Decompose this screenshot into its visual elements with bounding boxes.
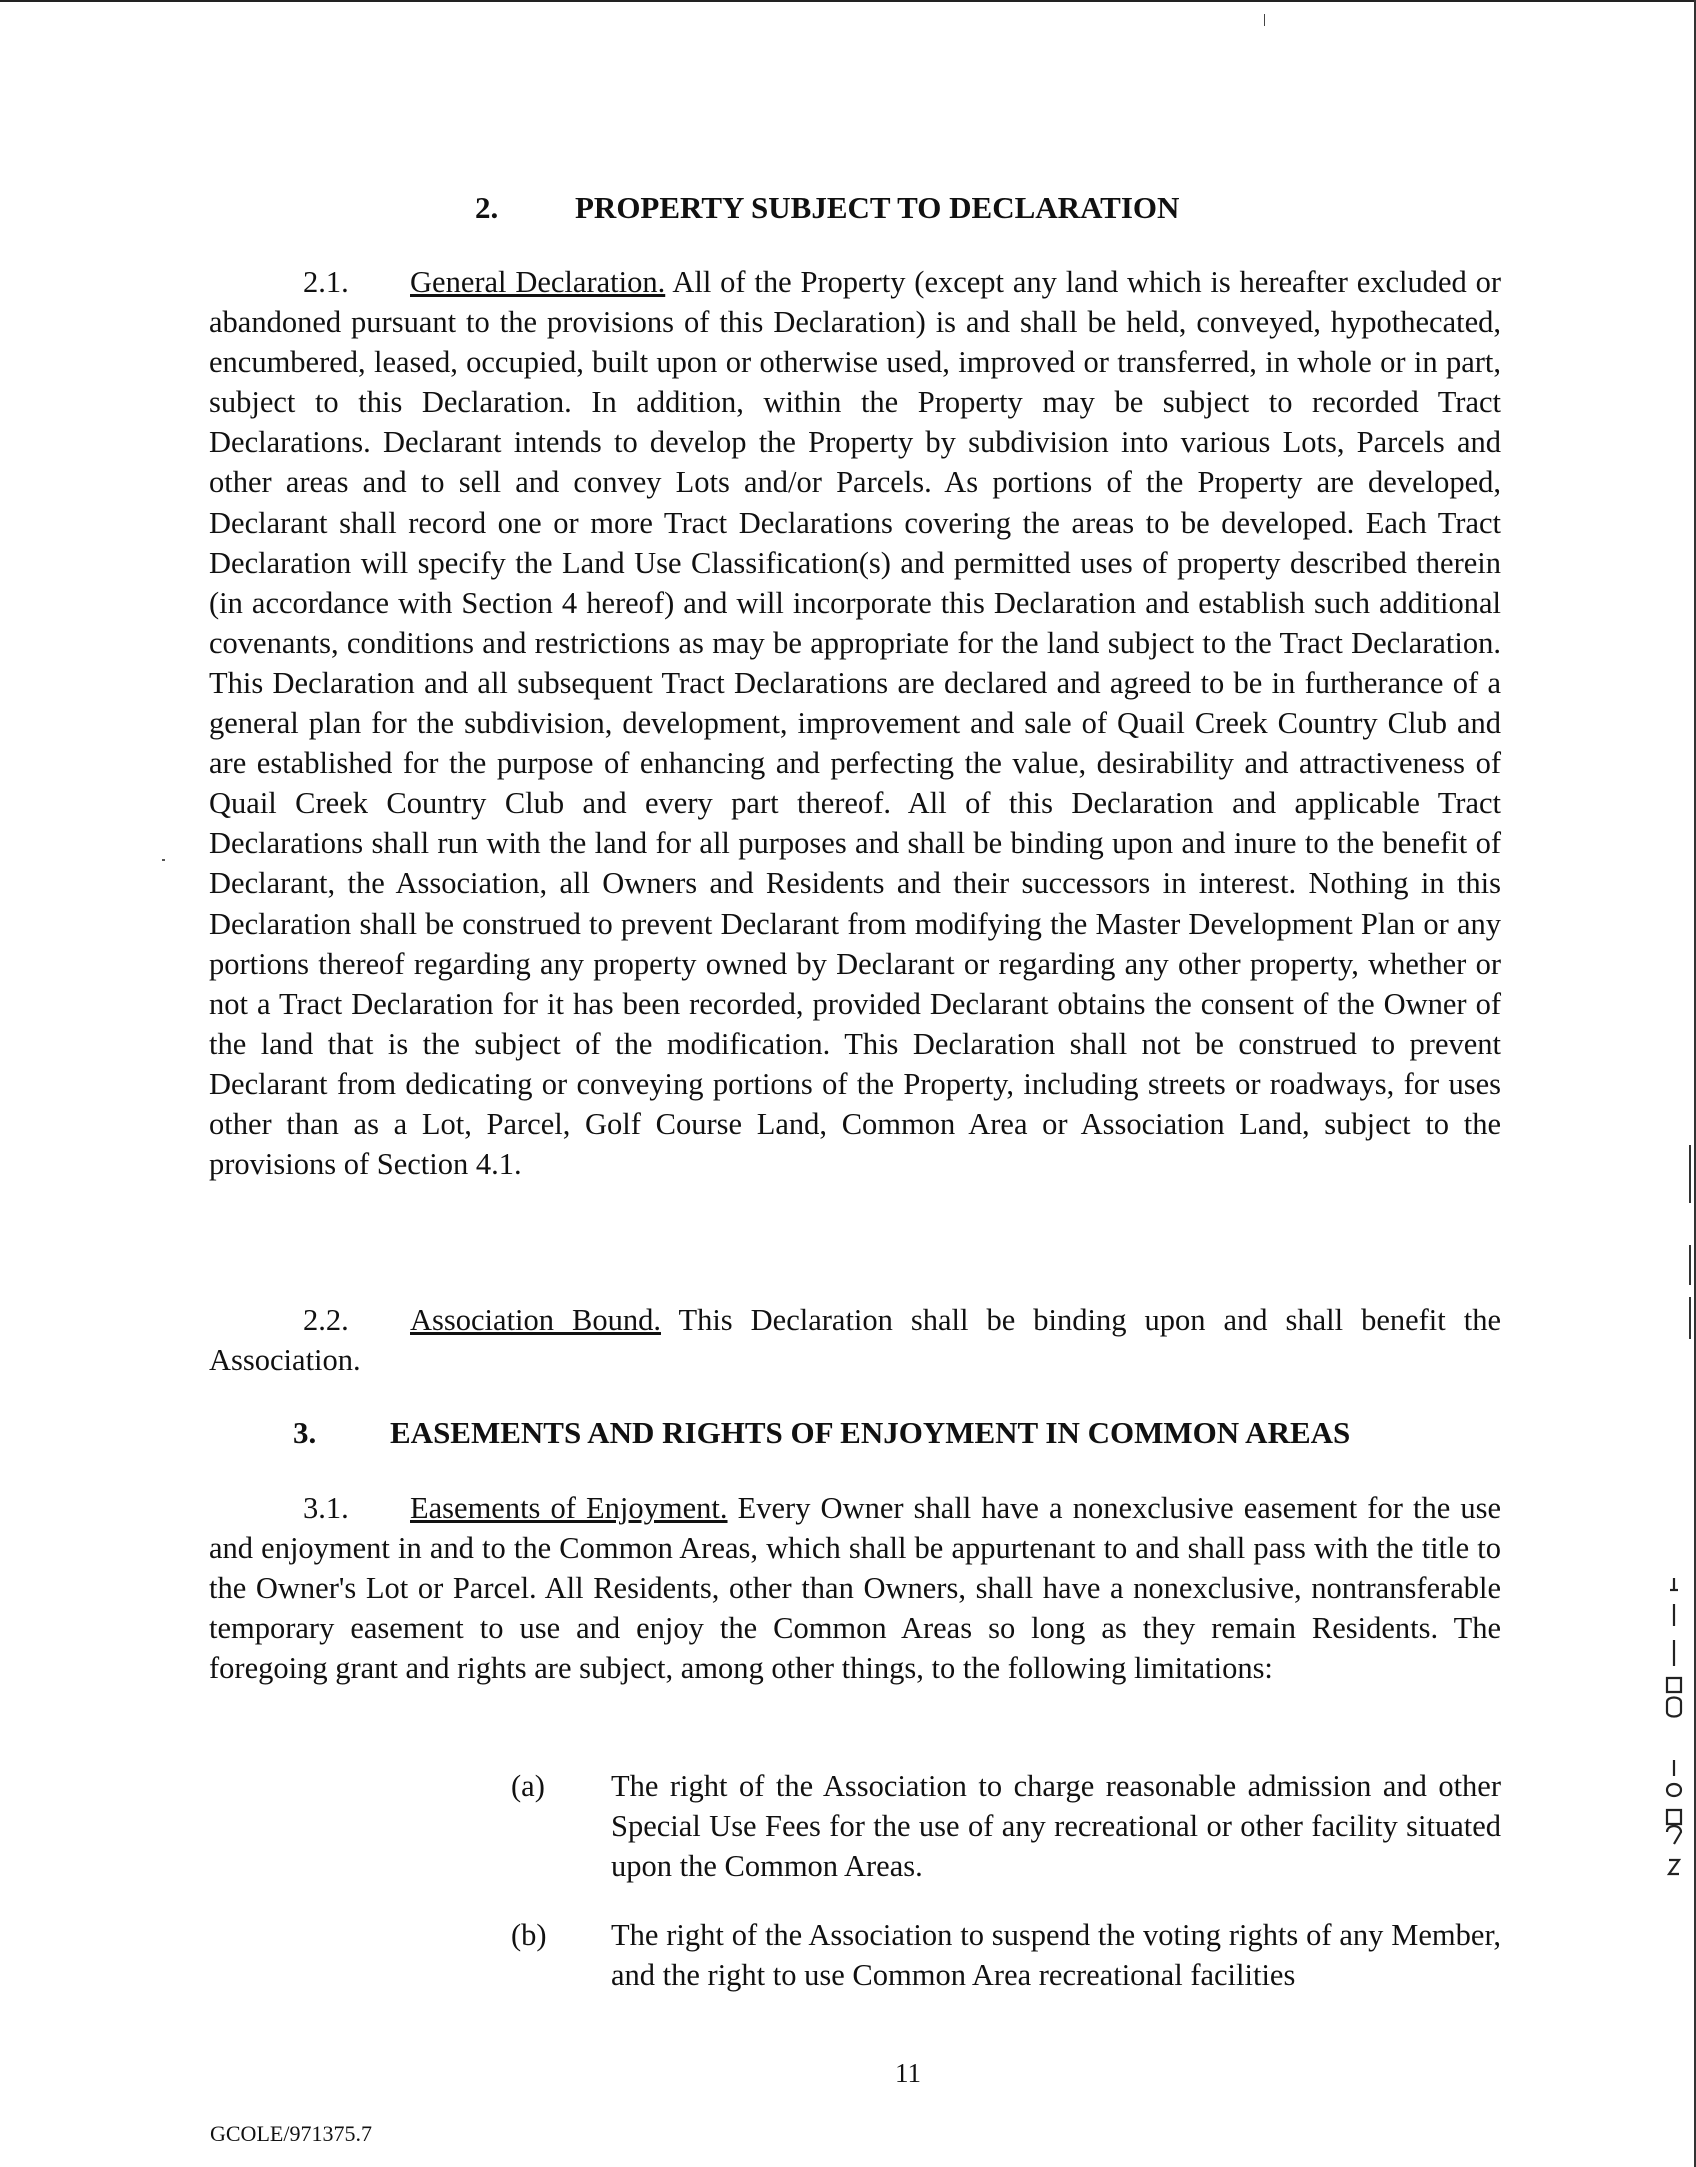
page-number: 11 <box>895 2058 921 2088</box>
list-item-letter: (a) <box>511 1769 545 1803</box>
section-number: 3. <box>293 1415 317 1450</box>
paragraph-heading: Association Bound. <box>410 1303 661 1337</box>
scan-edge-top <box>0 0 1696 2</box>
scan-edge-mark <box>1689 1297 1691 1339</box>
document-code: GCOLE/971375.7 <box>210 2121 372 2146</box>
paragraph-3-1 <box>209 1488 1501 1688</box>
scan-edge-mark <box>1689 1145 1691 1203</box>
section-3-heading <box>293 1413 1351 1453</box>
paragraph-number: 2.1. <box>303 265 349 299</box>
paragraph-2-2 <box>209 1300 1501 1380</box>
paragraph-text: All of the Property (except any land which is hereafter excluded or abandoned pursuant to the provisions of this Declaration) is and shall be held, conveyed, hypothecated, encumbered, leased, occupied, built upon or otherwise used, improved or transferred, in whole or in part, subject to this Declaration. In addition, within the Property may be subject to recorded Tract Declarations. Declarant intends to develop the Property by subdivision into various Lots, Parcels and other areas and to sell and convey Lots and/or Parcels. As portions of the Property are developed, Declarant shall record one or more Tract Declarations covering the areas to be developed. Each Tract Declaration will specify the Land Use Classification(s) and permitted uses of property described therein (in accordance with Section 4 hereof) and will incorporate this Declaration and establish such additional covenants, conditions and restrictions as may be appropriate for the land subject to the Tract Declaration. This Declaration and all subsequent Tract Declarations are declared and agreed to be in furtherance of a general plan for the subdivision, development, improvement and sale of Quail Creek Country Club and are established for the purpose of enhancing and perfecting the value, desirability and attractiveness of Quail Creek Country Club and every part thereof. All of this Declaration and applicable Tract Declarations shall run with the land for all purposes and shall be binding upon and inure to the benefit of Declarant, the Association, all Owners and Residents and their successors in interest. Nothing in this Declaration shall be construed to prevent Declarant from modifying the Master Development Plan or any portions thereof regarding any property owned by Declarant or regarding any other property, whether or not a Tract Declaration for it has been recorded, provided Declarant obtains the consent of the Owner of the land that is the subject of the modification. This Declaration shall not be construed to prevent Declarant from dedicating or conveying portions of the Property, including streets or roadways, for uses other than as a Lot, Parcel, Golf Course Land, Common Area or Association Land, subject to the provisions of Section 4.1. <box>209 265 1501 1182</box>
scan-speck <box>162 859 165 861</box>
paragraph-text: This Declaration shall be binding upon and shall benefit the Association. <box>209 1303 1502 1378</box>
list-item-text: The right of the Association to charge reasonable admission and other Special Use Fees for the use of any recreational or other facility situated upon the Common Areas. <box>611 1769 1501 1884</box>
paragraph-2-1 <box>209 262 1501 1184</box>
section-title: PROPERTY SUBJECT TO DECLARATION <box>575 190 1180 225</box>
stamp-glyphs <box>1660 1570 1688 1950</box>
paragraph-heading: General Declaration. <box>410 265 666 299</box>
paragraph-number: 3.1. <box>303 1491 349 1525</box>
scan-mark <box>1264 14 1265 26</box>
recording-stamp-mark <box>1660 1570 1688 1950</box>
section-2-heading <box>475 188 1180 228</box>
list-item-text: The right of the Association to suspend the voting rights of any Member, and the right to use Common Area recreational facilities <box>611 1918 1501 1993</box>
list-item-letter: (b) <box>511 1918 547 1952</box>
section-title: EASEMENTS AND RIGHTS OF ENJOYMENT IN COMMON AREAS <box>390 1415 1351 1450</box>
section-number: 2. <box>475 190 499 225</box>
paragraph-number: 2.2. <box>303 1303 349 1337</box>
paragraph-heading: Easements of Enjoyment. <box>410 1491 728 1525</box>
paragraph-text: Every Owner shall have a nonexclusive easement for the use and enjoyment in and to the Common Areas, which shall be appurtenant to and shall pass with the title to the Owner's Lot or Parcel. All Residents, other than Owners, shall have a nonexclusive, nontransferable temporary easement to use and enjoy the Common Areas so long as they remain Residents. The foregoing grant and rights are subject, among other things, to the following limitations: <box>209 1491 1501 1686</box>
scan-edge-mark <box>1689 1245 1691 1285</box>
